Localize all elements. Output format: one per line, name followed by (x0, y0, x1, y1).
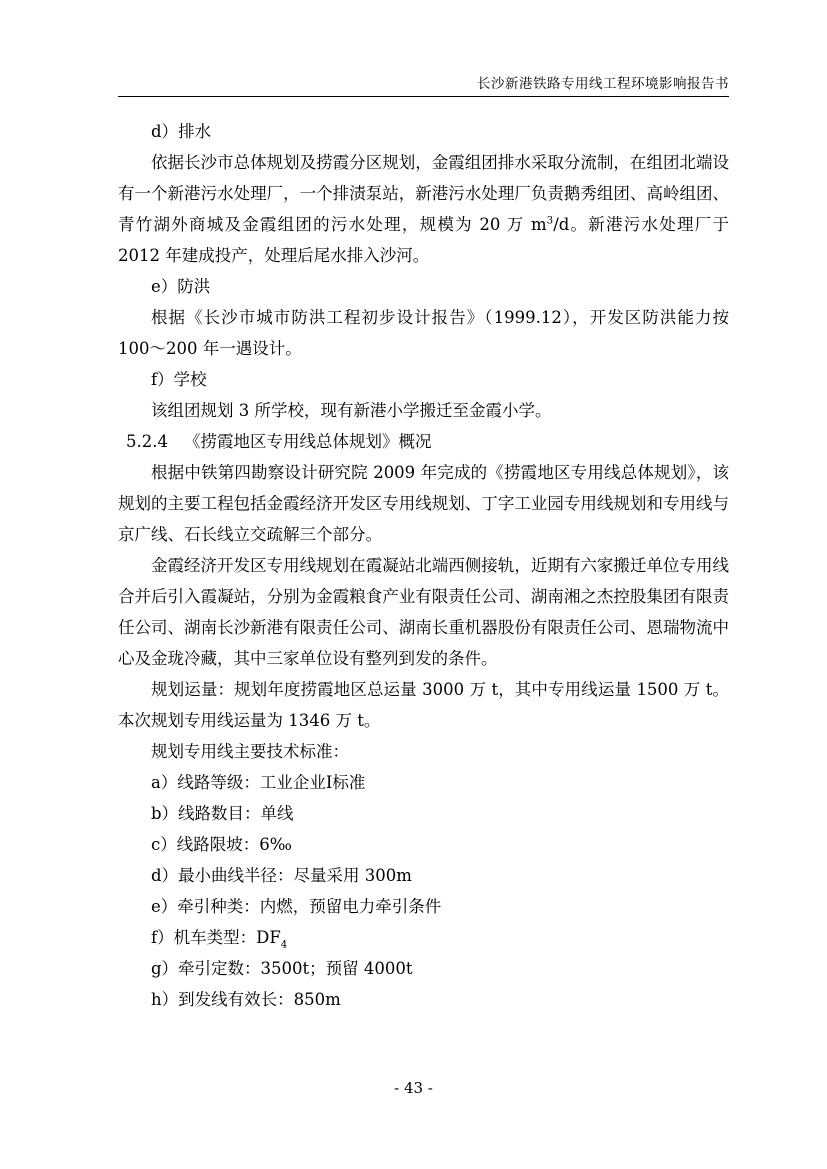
drainage-text-2: /d。新港污水处理厂于 2012 年建成投产，处理后尾水排入沙河。 (118, 215, 729, 265)
header-divider (118, 96, 729, 97)
section-number: 5.2.4 (126, 432, 168, 451)
paragraph-f-label: f）学校 (151, 370, 207, 389)
locomotive-subscript: 4 (280, 939, 288, 951)
list-item (118, 922, 729, 953)
page-header (118, 72, 729, 92)
list-item-text: f）机车类型：DF (151, 928, 281, 947)
paragraph-e-label: e）防洪 (151, 277, 211, 296)
section-title: 《捞霞地区专用线总体规划》概况 (184, 432, 432, 451)
page-number: - 43 - (394, 1079, 433, 1097)
paragraph-volume: 规划运量：规划年度捞霞地区总运量 3000 万 t，其中专用线运量 1500 万 t。本次规划专用线运量为 1346 万 t。 (118, 680, 729, 730)
paragraph-standards-intro: 规划专用线主要技术标准： (151, 742, 349, 761)
page-footer (0, 1079, 827, 1097)
list-item: d）最小曲线半径：尽量采用 300m (151, 866, 412, 885)
paragraph-plan-overview: 根据中铁第四勘察设计研究院 2009 年完成的《捞霞地区专用线总体规划》，该规划的主要工程包括金霞经济开发区专用线规划、丁字工业园专用线规划和专用线与京广线、石长线立交疏解三个部分。 (118, 463, 729, 544)
list-item: c）线路限坡：6‰ (151, 835, 292, 854)
unit-superscript: 3 (546, 215, 554, 227)
paragraph-d-label: d）排水 (151, 122, 212, 141)
paragraph-drainage (118, 147, 729, 271)
section-heading (118, 426, 729, 457)
list-item: e）牵引种类：内燃，预留电力牵引条件 (151, 897, 442, 916)
running-title: 长沙新港铁路专用线工程环境影响报告书 (477, 76, 729, 92)
list-item: h）到发线有效长：850m (151, 990, 341, 1009)
drainage-text-1: 依据长沙市总体规划及捞霞分区规划，金霞组团排水采取分流制，在组团北端设有一个新港污水处理厂，一个排渍泵站，新港污水处理厂负责鹅秀组团、高岭组团、青竹湖外商城及金霞组团的污水处理，规模为 20 万 m (118, 153, 729, 234)
list-item: a）线路等级：工业企业Ⅰ标准 (151, 773, 366, 792)
list-item: g）牵引定数：3500t；预留 4000t (151, 959, 413, 978)
list-item: b）线路数目：单线 (151, 804, 294, 823)
page-body (118, 116, 729, 1015)
paragraph-school: 该组团规划 3 所学校，现有新港小学搬迁至金霞小学。 (151, 401, 552, 420)
paragraph-jinxia-line: 金霞经济开发区专用线规划在霞凝站北端西侧接轨，近期有六家搬迁单位专用线合并后引入霞凝站，分别为金霞粮食产业有限责任公司、湖南湘之杰控股集团有限责任公司、湖南长沙新港有限责任公司、湖南长重机器股份有限责任公司、恩瑞物流中心及金珑冷藏，其中三家单位设有整列到发的条件。 (118, 556, 729, 668)
paragraph-flood: 根据《长沙市城市防洪工程初步设计报告》（1999.12），开发区防洪能力按 100～200 年一遇设计。 (118, 308, 729, 358)
